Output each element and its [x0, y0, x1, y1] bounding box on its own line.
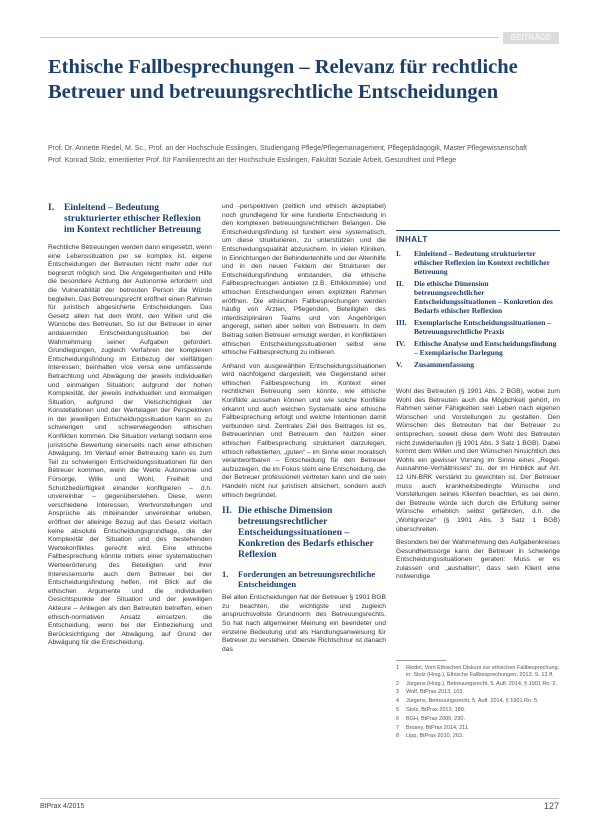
journal-issue: BtPrax 4/2015: [40, 803, 85, 810]
section-number: II.: [222, 506, 232, 517]
bottom-rule: [40, 798, 559, 799]
footnote: [396, 725, 560, 732]
footnote-number: 3: [396, 689, 400, 696]
top-bar: [40, 32, 559, 42]
footnotes: [396, 660, 560, 742]
toc-text: Einleitend – Bedeutung strukturierter ethischer Reflexion im Kontext rechtlicher Betreuung: [414, 249, 550, 276]
paragraph: Anhand von ausgewählten Entscheidungssituationen wird nachfolgend dargestellt, wie Gegenstand einer ethischen Fallbesprechung im Kontext einer rechtlichen Betreuung sein könnte, wie ethische Konflikte aussehen können und wie solche Konflikte erkannt und auch welchen Systematik eine ethische Fallbesprechung erfolgt und welche Intentionen damit verbunden sind. Zentrales Ziel des Beitrages ist es, Betreuerinnen und Betreuern den Nutzen einer ethischen Fallbesprechung strukturiert darzulegen, ethisch reflektierten, „guten“ – im Sinne einer moralisch verantwortbaren – Entscheidung für den Betreuer aufzuzeigen, die im Fokus steht eine Entscheidung, die der Betreuer professionell vertreten kann und die sein Handeln nicht nur juristisch absichert, sondern auch ethisch begründet.: [222, 362, 386, 499]
footnote: [396, 698, 560, 705]
article-title: Ethische Fallbesprechungen – Relevanz für rechtliche Betreuer und betreuungsrechtliche Entscheidungen: [48, 56, 518, 103]
section-heading-1: [48, 203, 212, 236]
toc-number: V.: [396, 360, 403, 369]
footnote-text: Jürgens (Hrsg.), Betreuungsrecht, 5. Aufl. 2014, § 1901 Rn. 2.: [406, 680, 558, 687]
paragraph: Rechtliche Betreuungen werden dann eingesetzt, wenn eine Lebenssituation per se komplex ist, eigene Entscheidungen der Betreuten nicht mehr oder nur begrenzt möglich sind. Die Angelegenheiten und Hilfe die besondere Achtung der Autonomie erfordern und die Vulnerabilität der betreuten Person die Würde begleiten. Das Betreuungsrecht eröffnet einen Rahmen für juristisch abgesicherte Entscheidungen. Das Gesetz allein hat dem Wohl, den Willen und die Wünsche des Betreuten. So ist der Betreuer in einer andauernden Entscheidungssituation bei der Wahrnehmung seiner Aufgaben gefordert. Grundlegungen, zugleich Verfahren der komplexen Entscheidungsfindung im Einbezug der vielfältigen Interessen; beinhalten vice versa eine umfassende Betrachtung und Abwägung der jeweils individuellen und einmaligen Situation; aufgrund der hohen Komplexität, der jeweils individuellen und einmaligen Situation, aufgrund der Vielschichtigkeit der Konstellationen und der Wertelagen der Perspektiven in der jeweiligen Entscheidungssituation kann es zu schwierigen und schwerwiegenden ethischen Konflikten kommen. Die Situation verlangt sodann eine juristische Bewertung einerseits nach einer ethischen Abwägung. Im Verlauf einer Betreuung kann es zum Teil zu schwierigen Entscheidungssituationen für den Betreuer kommen, wenn die Werte Autonomie und Fürsorge, Wille und Wohl, Freiheit und Schutzbedürftigkeit einander konfligieren – d.h. unvereinbar – gegenüberstehen. Diese, wenn verschiedene Interessen, Wertvorstellungen und Ansprüche als miteinander unvereinbar erleben, eröffnet der alleinige Bezug auf das Gesetz vielfach keine absolute Entscheidungsgrundlage, die der Komplexität der Situation und des bestehenden Wertekonfliktes gerecht wird. Eine ethische Fallbesprechung könnte mittels einer systematischen Werteerörterung des Beteiligten und ihrer Interessensorte auch dem Betreuer bei der Entscheidungsfindung helfen, mit Blick auf die ethischen Argumente und die individuellen Gesichtspunkte der Situation und der jeweiligen Akteure – Anliegen als den Betreuten betreffen, einen ethisch-normativen Ansatz einsetzen, die Entscheidung, wenn bei der Einbeziehung und Berücksichtigung der Abwägung, auf Grund der Abwägung für die Entscheidung.: [48, 244, 212, 647]
paragraph: und -perspektiven (zeitlich und ethisch akzeptabel) noch grundlegend für eine fundierte Entscheidung in den komplexen betreuungsrechtlichen Belangen. Die Entscheidungsfindung ist fundiert eine systematisch, um diese strukturieren, zu unterstützen und die Entscheidungsqualität abzusichern. In vielen Kliniken, in Einrichtungen der Behindertenhilfe und der Altenhilfe und in den neuen Feldern der Strukturen der Entscheidungsfindung entstanden, die ethische Fallbesprechungen anbieten (z.B. Ethikkomitee) und ethischen Entscheidungen einen expliziten Rahmen eröffnen. Die ethischen Fallbesprechungen werden häufig von Ärzten, Pflegenden, Beteiligten des interdisziplinären Teams und von Angehörigen angeregt, selten aber selten von Betreuern. In dem Beitrag sollen Betreuer ermutigt werden, in konfliktären ethischen Entscheidungssituationen selbst eine ethische Fallbesprechung zu initiieren.: [222, 203, 386, 357]
footnote-text: BGH, BtPrax 2009, 290.: [406, 715, 466, 722]
footnote: [396, 733, 560, 740]
section-title: Einleitend – Bedeutung strukturierter ethischer Reflexion im Kontext rechtlicher Betreuung: [64, 203, 201, 235]
table-of-contents: [396, 230, 560, 381]
footnote: [396, 707, 560, 714]
footnote-number: 2: [396, 680, 400, 687]
author-riedel: Prof. Dr. Annette Riedel, M. Sc., Prof. an der Hochschule Esslingen, Studiengang Pflege/Pflegemanagement, Pflegepädagogik, Master Pflegewissenschaft: [48, 145, 527, 152]
section-tag: BEITRÄGE: [503, 32, 559, 44]
subsection-title: Forderungen an betreuungsrechtliche Entscheidungen: [238, 569, 376, 590]
subsection-number: 1.: [222, 569, 229, 580]
footnote-number: 4: [396, 698, 400, 705]
footnote-number: 7: [396, 724, 400, 731]
section-number: I.: [48, 203, 55, 213]
footnote-text: Brosey, BtPrax 2014, 211.: [406, 724, 470, 731]
footnote-text: Wolf, BtPrax 2013, 103.: [406, 689, 464, 696]
paragraph: Bei allen Entscheidungen hat der Betreuer § 1901 BGB zu beachten, die wichtigste und zugleich anspruchsvollste Grundnorm des Betreuungsrechts. So hat nach allgemeiner Meinung ein beendeter und einzelne Bedeutung und als Handlungsanweisung für Betreuer zu verstehen. Oberste Richtschnur ist danach das: [222, 594, 386, 653]
column-middle: [222, 203, 386, 659]
subsection-heading: [222, 569, 386, 589]
toc-item: [396, 339, 560, 357]
toc-text: Exemplarische Entscheidungssituationen – Betreuungsrechtliche Praxis: [414, 318, 552, 336]
footnote: [396, 716, 560, 723]
toc-number: I.: [396, 249, 401, 258]
paragraph: Wohl des Betreuten (§ 1901 Abs. 2 BGB), wobei zum Wohl des Betreuten auch die Möglichkeit gehört, im Rahmen seiner Fähigkeiten sein Leben nach eigenen Wünschen und Vorstellungen zu gestalten. Den Wünschen des Betreuten hat der Betreuer zu entsprechen, soweit diese dem Wohl des Betreuten nicht zuwiderlaufen (§ 1901 Abs. 3 Satz 1 BGB). Dabei kommt dem Willen und den Wünschen hinsichtlich des Wohls ein gewisser Vorrang im Sinne eines „Regel-Ausnahme-Verhältnisses“ zu, der im Hinblick auf Art. 12 UN-BRK verstärkt zu gewichten ist. Der Betreuer muss auch krankheitsbedingte Wünsche und Vorstellungen seines Klienten beachten, es sei denn, der Betreute würde sich durch die Erfüllung seiner Wünsche erheblich selbst gefährden, d.h. die „Wohlgrenze“ (§ 1901 Abs. 3 Satz 1 BGB) überschreiten.: [396, 388, 560, 533]
footnote-text: Stolz, BtPrax 2013, 180.: [406, 706, 466, 713]
footnote-number: 1: [396, 665, 400, 671]
footnote: [396, 689, 560, 696]
toc-item: [396, 279, 560, 315]
footnote-number: 5: [396, 706, 400, 713]
section-title: Die ethische Dimension betreuungsrechtlicher Entscheidungssituationen – Konkretion des Bedarfs ethischer Reflexion: [238, 506, 374, 561]
footnote: [396, 681, 560, 688]
toc-text: Die ethische Dimension betreuungsrechtlicher Entscheidungssituationen – Konkretion des Bedarfs ethischer Reflexion: [414, 279, 553, 315]
page-number: 127: [543, 801, 559, 811]
author-stolz: Prof. Konrad Stolz, emeritierter Prof. für Familienrecht an der Hochschule Esslingen, Fakultät Soziale Arbeit, Gesundheit und Pflege: [48, 156, 457, 164]
section-heading-2: [222, 506, 386, 561]
toc-text: Zusammenfassung: [414, 360, 475, 369]
toc-item: [396, 360, 560, 369]
top-rule: [40, 37, 499, 38]
author-info: [48, 144, 553, 167]
footnote-text: Jürgens, Betreuungsrecht, 5. Aufl. 2014, § 1901 Rn. 5.: [406, 698, 539, 705]
paragraph: Besonders bei der Wahrnehmung des Aufgabenkreises Gesundheitssorge kann der Betreuer in schwierige Entscheidungssituationen geraten: Muss er es zulassen und „aushalten“, dass sein Klient eine notwendige: [396, 539, 560, 581]
footnote: [396, 665, 560, 679]
footnote-text: Lipp, BtPrax 2010, 263.: [406, 733, 464, 740]
toc-number: II.: [396, 279, 404, 288]
toc-number: III.: [396, 318, 407, 327]
column-right: [396, 388, 560, 587]
footnote-number: 8: [396, 733, 400, 740]
footnote-text: Riedel, Vom Ethischen Diskurs zur ethischen Fallbesprechung, in: Stolz (Hrsg.), Ethische Fallbesprechungen, 2013, S. 13 ff.: [406, 665, 560, 678]
toc-number: IV.: [396, 339, 406, 348]
footnote-number: 6: [396, 715, 400, 722]
toc-label: INHALT: [396, 235, 428, 244]
toc-text: Ethische Analyse und Entscheidungsfindung – Exemplarische Darlegung: [414, 339, 557, 357]
toc-item: [396, 318, 560, 336]
toc-item: [396, 249, 560, 276]
footnote-rule: [396, 660, 446, 661]
column-left: [48, 203, 212, 653]
